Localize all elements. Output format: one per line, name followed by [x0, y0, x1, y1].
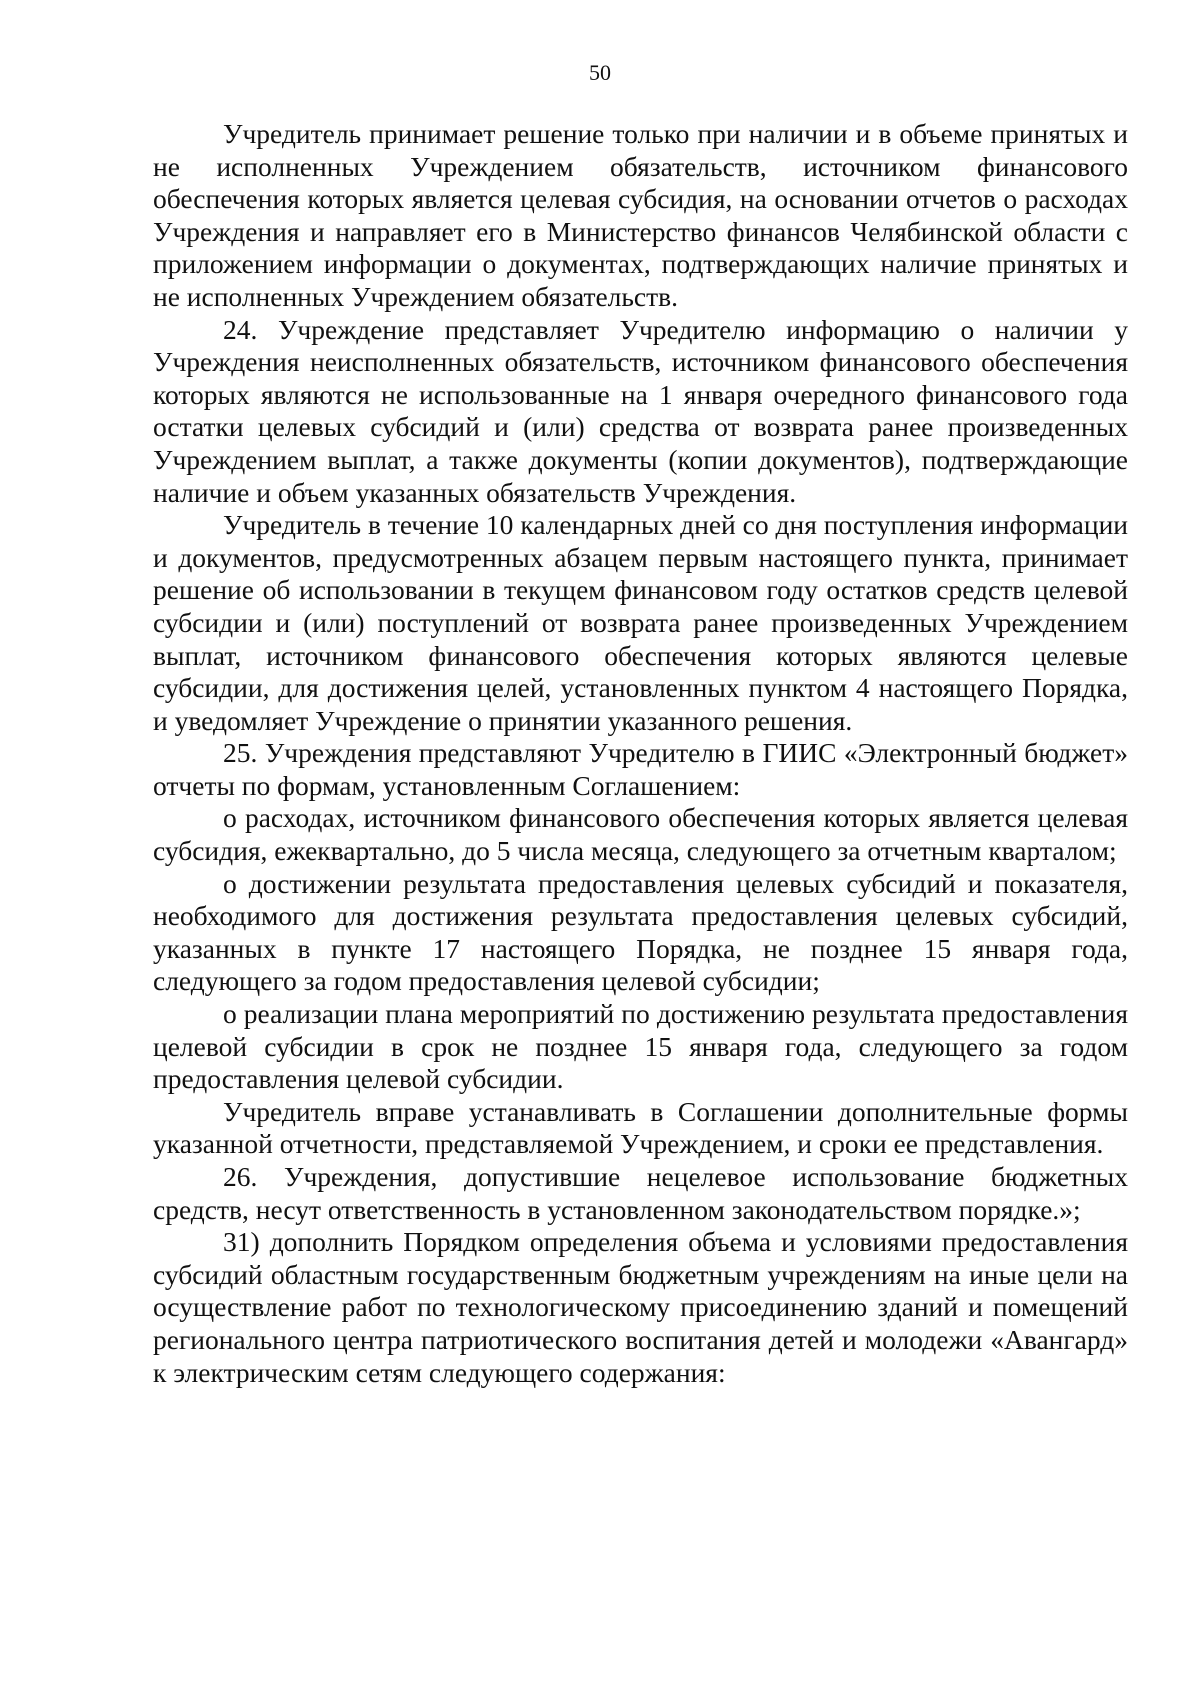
paragraph-item-25: 25. Учреждения представляют Учредителю в ГИИС «Электронный бюджет» отчеты по формам, установленным Соглашением:	[153, 737, 1128, 801]
paragraph-founder-decision: Учредитель принимает решение только при наличии и в объеме принятых и не исполненных Учреждением обязательств, источником финансового обеспечения которых является целевая субсидия, на основании отчетов о расходах Учреждения и направляет его в Министерство финансов Челябинской области с приложением информации о документах, подтверждающих наличие принятых и не исполненных Учреждением обязательств.	[153, 118, 1128, 312]
document-body	[153, 118, 1128, 1389]
page-number: 50	[589, 60, 611, 85]
paragraph-expense-report: о расходах, источником финансового обеспечения которых является целевая субсидия, ежеквартально, до 5 числа месяца, следующего за отчетным кварталом;	[153, 802, 1128, 867]
paragraph-plan-report: о реализации плана мероприятий по достижению результата предоставления целевой субсидии в срок не позднее 15 января года, следующего за годом предоставления целевой субсидии.	[153, 998, 1128, 1095]
paragraph-founder-review: Учредитель в течение 10 календарных дней со дня поступления информации и документов, предусмотренных абзацем первым настоящего пункта, принимает решение об использовании в текущем финансовом году остатков средств целевой субсидии и (или) поступлений от возврата ранее произведенных Учреждением выплат, источником финансового обеспечения которых являются целевые субсидии, для достижения целей, установленных пунктом 4 настоящего Порядка, и уведомляет Учреждение о принятии указанного решения.	[153, 509, 1128, 736]
paragraph-item-31: 31) дополнить Порядком определения объема и условиями предоставления субсидий областным государственным бюджетным учреждениям на иные цели на осуществление работ по технологическому присоединению зданий и помещений регионального центра патриотического воспитания детей и молодежи «Авангард» к электрическим сетям следующего содержания:	[153, 1226, 1128, 1388]
paragraph-additional-forms: Учредитель вправе устанавливать в Соглашении дополнительные формы указанной отчетности, представляемой Учреждением, и сроки ее представления.	[153, 1095, 1128, 1160]
paragraph-item-24: 24. Учреждение представляет Учредителю информацию о наличии у Учреждения неисполненных обязательств, источником финансового обеспечения которых являются не использованные на 1 января очередного финансового года остатки целевых субсидий и (или) средства от возврата ранее произведенных Учреждением выплат, а также документы (копии документов), подтверждающие наличие и объем указанных обязательств Учреждения.	[153, 313, 1128, 508]
paragraph-result-report: о достижении результата предоставления целевых субсидий и показателя, необходимого для достижения результата предоставления целевых субсидий, указанных в пункте 17 настоящего Порядка, не позднее 15 января года, следующего за годом предоставления целевой субсидии;	[153, 867, 1128, 997]
paragraph-item-26: 26. Учреждения, допустившие нецелевое использование бюджетных средств, несут ответственность в установленном законодательством порядке.»;	[153, 1161, 1128, 1225]
